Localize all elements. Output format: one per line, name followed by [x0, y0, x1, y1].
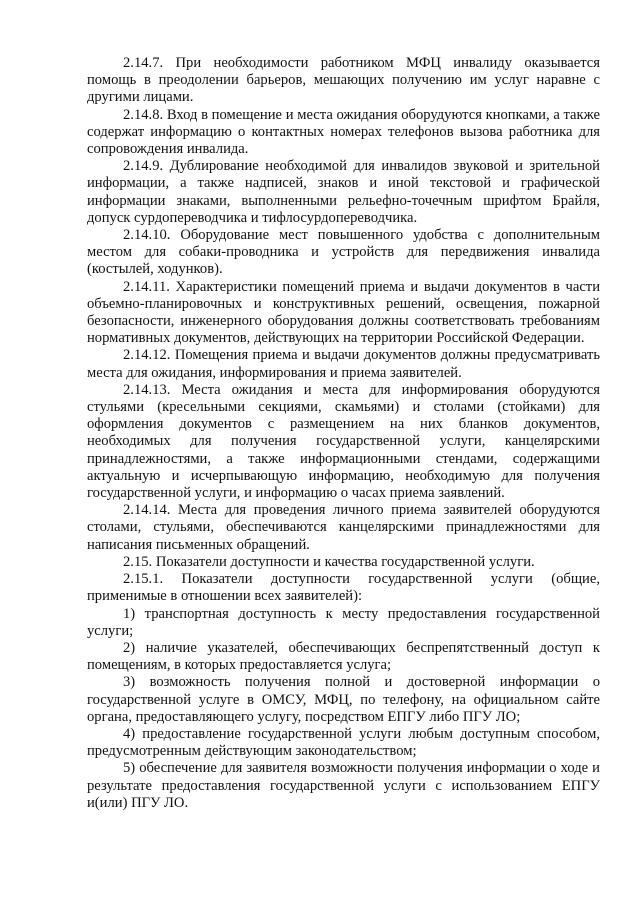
paragraph-2-15-1: 2.15.1. Показатели доступности государственной услуги (общие, применимые в отношении всех заявителей): — [87, 571, 600, 605]
paragraph-2-14-7: 2.14.7. При необходимости работником МФЦ инвалиду оказывается помощь в преодолении барьеров, мешающих получению им услуг наравне с другими лицами. — [87, 55, 600, 106]
paragraph-2-14-14: 2.14.14. Места для проведения личного приема заявителей оборудуются столами, стульями, обеспечиваются канцелярскими принадлежностями для написания письменных обращений. — [87, 502, 600, 553]
list-item-4: 4) предоставление государственной услуги любым доступным способом, предусмотренным действующим законодательством; — [87, 725, 600, 760]
paragraph-2-15: 2.15. Показатели доступности и качества государственной услуги. — [123, 553, 535, 570]
list-item-3: 3) возможность получения полной и достоверной информации о государственной услуге в ОМСУ, МФЦ, по телефону, на официальном сайте органа, предоставляющего услугу, посредством ЕПГУ либо ПГУ ЛО; — [87, 674, 600, 725]
paragraph-2-14-8: 2.14.8. Вход в помещение и места ожидания оборудуются кнопками, а также содержат информацию о контактных номерах телефонов вызова работника для сопровождения инвалида. — [87, 106, 600, 158]
paragraph-2-14-11: 2.14.11. Характеристики помещений приема и выдачи документов в части объемно-планировочных и конструктивных решений, освещения, пожарной безопасности, инженерного оборудования должны соответствовать требованиям нормативных документов, действующих на территории Российской Федерации. — [87, 278, 600, 347]
list-item-5: 5) обеспечение для заявителя возможности получения информации о ходе и результате предоставления государственной услуги с использованием ЕПГУ и(или) ПГУ ЛО. — [87, 760, 600, 811]
list-item-1: 1) транспортная доступность к месту предоставления государственной услуги; — [87, 605, 600, 639]
paragraph-2-14-9: 2.14.9. Дублирование необходимой для инвалидов звуковой и зрительной информации, а также надписей, знаков и иной текстовой и графической информации знаками, выполненными рельефно-точечным шрифтом Брайля, допуск сурдопереводчика и тифлосурдопереводчика. — [87, 158, 600, 226]
paragraph-2-14-13: 2.14.13. Места ожидания и места для информирования оборудуются стульями (кресельными секциями, скамьями) и столами (стойками) для оформления документов с размещением на них бланков документов, необходимых для получения государственной услуги, канцелярскими принадлежностями, а также информационными стендами, содержащими актуальную и исчерпывающую информацию, необходимую для получения государственной услуги, и информацию о часах приема заявлений. — [87, 381, 600, 502]
paragraph-2-14-10: 2.14.10. Оборудование мест повышенного удобства с дополнительным местом для собаки-проводника и устройств для передвижения инвалида (костылей, ходунков). — [87, 227, 600, 278]
list-item-2: 2) наличие указателей, обеспечивающих беспрепятственный доступ к помещениям, в которых предоставляется услуга; — [87, 639, 600, 674]
paragraph-2-14-12: 2.14.12. Помещения приема и выдачи документов должны предусматривать места для ожидания, информирования и приема заявителей. — [87, 347, 600, 381]
